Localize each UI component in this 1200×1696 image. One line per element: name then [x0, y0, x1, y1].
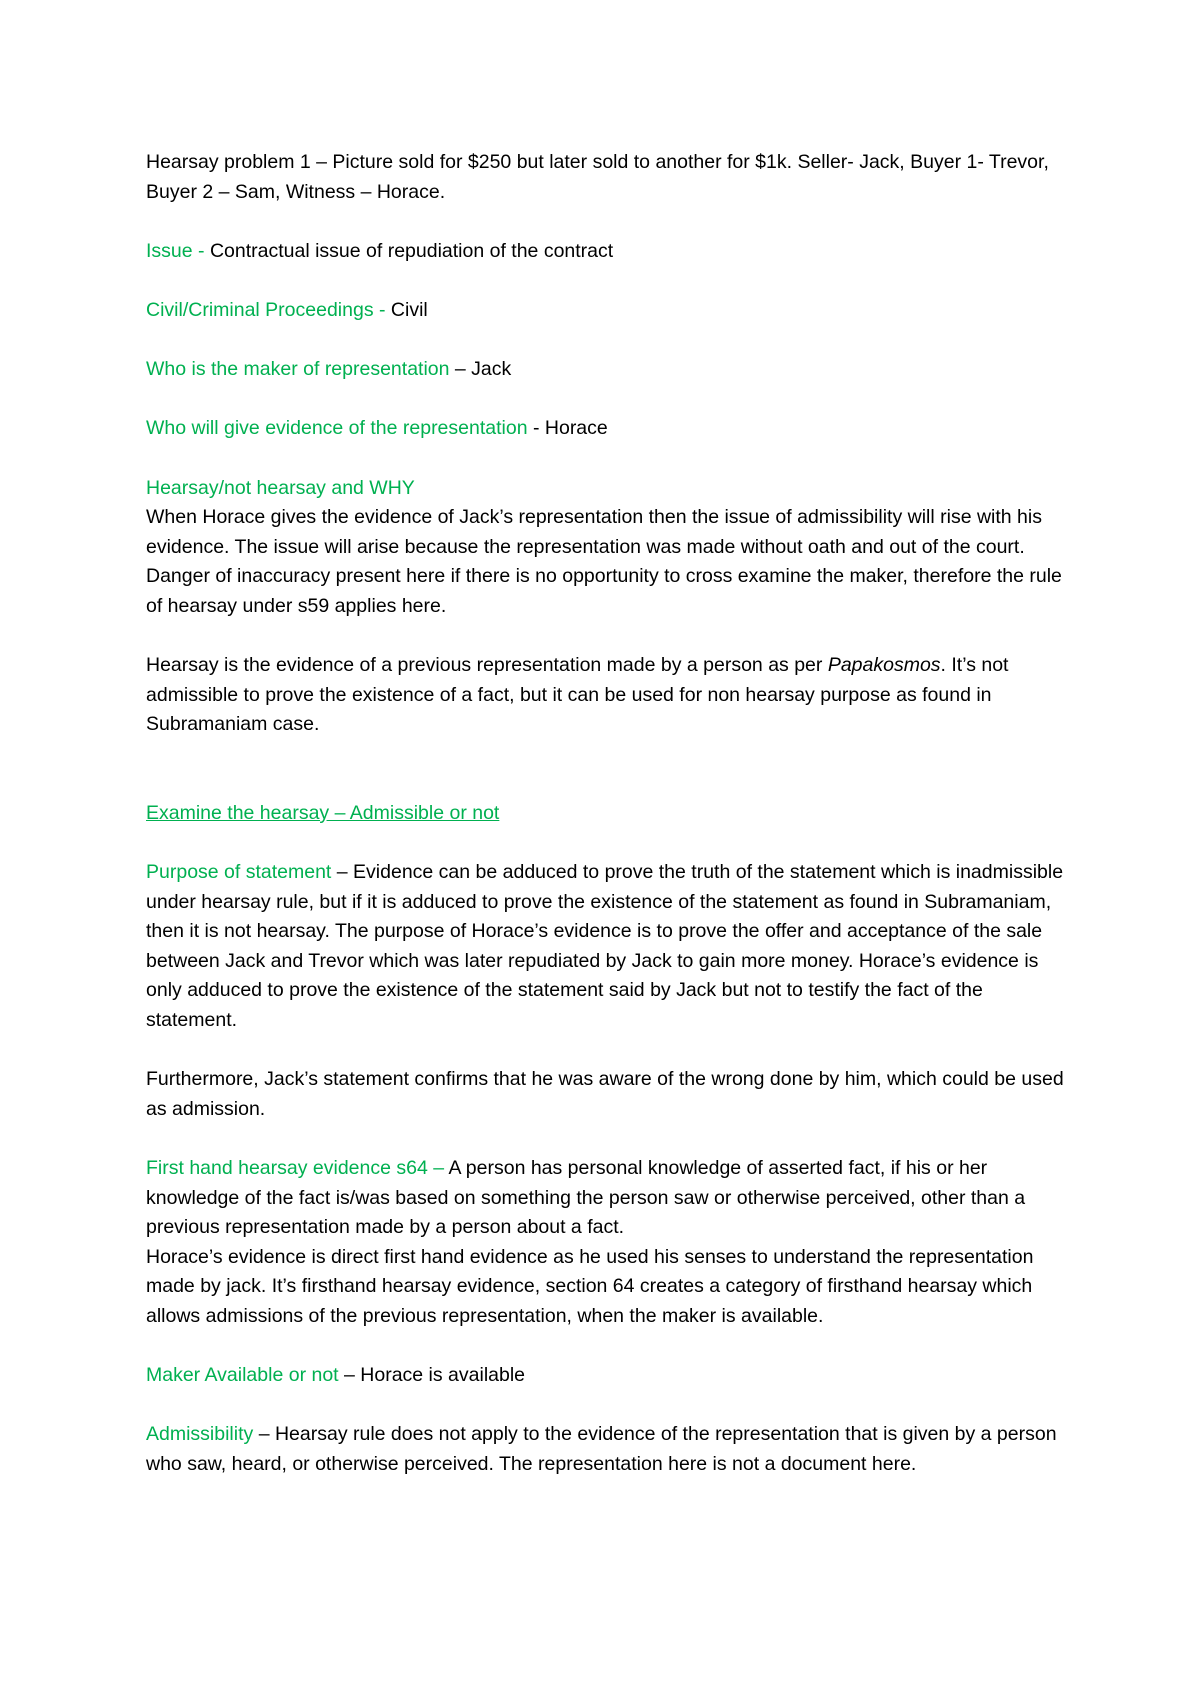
maker-separator: – — [449, 358, 472, 381]
first-hand-label: First hand hearsay evidence s64 — [146, 1157, 428, 1179]
first-hand-paragraph — [146, 1154, 1076, 1243]
maker-available-line — [146, 1361, 1076, 1391]
examine-heading: Examine the hearsay – Admissible or not — [146, 801, 500, 824]
first-hand-text-2: Horace’s evidence is direct first hand evidence as he used his senses to understand the representation made by jack. It’s firsthand hearsay evidence, section 64 creates a category of firsthand hearsay which allows admissions of the previous representation, when the maker is available. — [146, 1245, 1034, 1327]
giver-separator: - — [527, 417, 545, 440]
hearsay-why-heading: Hearsay/not hearsay and WHY — [146, 476, 415, 499]
maker-available-label: Maker Available or not — [146, 1364, 339, 1387]
purpose-paragraph — [146, 858, 1076, 1036]
document-body — [146, 148, 1076, 1480]
giver-text: Horace — [544, 417, 608, 440]
maker-available-text: Horace is available — [360, 1364, 526, 1387]
intro-paragraph: Hearsay problem 1 – Picture sold for $250 but later sold to another for $1k. Seller- Jack, Buyer 1- Trevor, Buyer 2 – Sam, Witness – Horace. — [146, 151, 1049, 203]
proceedings-label: Civil/Criminal Proceedings — [146, 298, 374, 321]
giver-label: Who will give evidence of the representation — [146, 417, 528, 440]
definition-after: . It’s not admissible to prove the existence of a fact, but it can be used for non hearsay purpose as found in Subramaniam case. — [146, 654, 1009, 736]
first-hand-text: A person has personal knowledge of asserted fact, if his or her knowledge of the fact is/was based on something the person saw or otherwise perceived, other than a previous representation made by a person about a fact. — [146, 1157, 1026, 1239]
purpose-text: Evidence can be adduced to prove the truth of the statement which is inadmissible under hearsay rule, but if it is adduced to prove the existence of the statement as found in Subramaniam, then it is not hearsay. The purpose of Horace’s evidence is to prove the offer and acceptance of the sale between Jack and Trevor which was later repudiated by Jack to gain more money. Horace’s evidence is only adduced to prove the existence of the statement said by Jack but not to testify the fact of the statement. — [146, 861, 1064, 1032]
issue-label: Issue — [146, 239, 193, 262]
proceedings-line — [146, 296, 1076, 326]
hearsay-why-text: When Horace gives the evidence of Jack’s representation then the issue of admissibility will rise with his evidence. The issue will arise because the representation was made without oath and out of the court. Danger of inaccuracy present here if there is no opportunity to cross examine the maker, therefore the rule of hearsay under s59 applies here. — [146, 506, 1062, 617]
maker-available-separator: – — [338, 1364, 361, 1387]
admissibility-paragraph — [146, 1420, 1076, 1479]
admissibility-label: Admissibility — [146, 1423, 254, 1446]
definition-before: Hearsay is the evidence of a previous representation made by a person as per — [146, 654, 828, 677]
maker-line — [146, 355, 1076, 385]
definition-paragraph — [146, 651, 1076, 740]
furthermore-paragraph: Furthermore, Jack’s statement confirms that he was aware of the wrong done by him, which could be used as admission. — [146, 1068, 1064, 1120]
admissibility-separator: – — [253, 1423, 275, 1446]
purpose-label: Purpose of statement — [146, 861, 332, 884]
first-hand-separator: – — [427, 1157, 449, 1179]
admissibility-text: Hearsay rule does not apply to the evidence of the representation that is given by a person who saw, heard, or otherwise perceived. The representation here is not a document here. — [146, 1423, 1057, 1475]
issue-line — [146, 237, 1076, 267]
proceedings-text: Civil — [390, 298, 428, 321]
definition-case: Papakosmos — [827, 654, 941, 677]
issue-text: Contractual issue of repudiation of the contract — [209, 239, 614, 262]
purpose-separator: – — [331, 861, 354, 884]
issue-separator: - — [192, 239, 210, 262]
maker-label: Who is the maker of representation — [146, 358, 450, 381]
maker-text: Jack — [471, 358, 512, 381]
proceedings-separator: - — [373, 298, 391, 321]
giver-line — [146, 414, 1076, 444]
